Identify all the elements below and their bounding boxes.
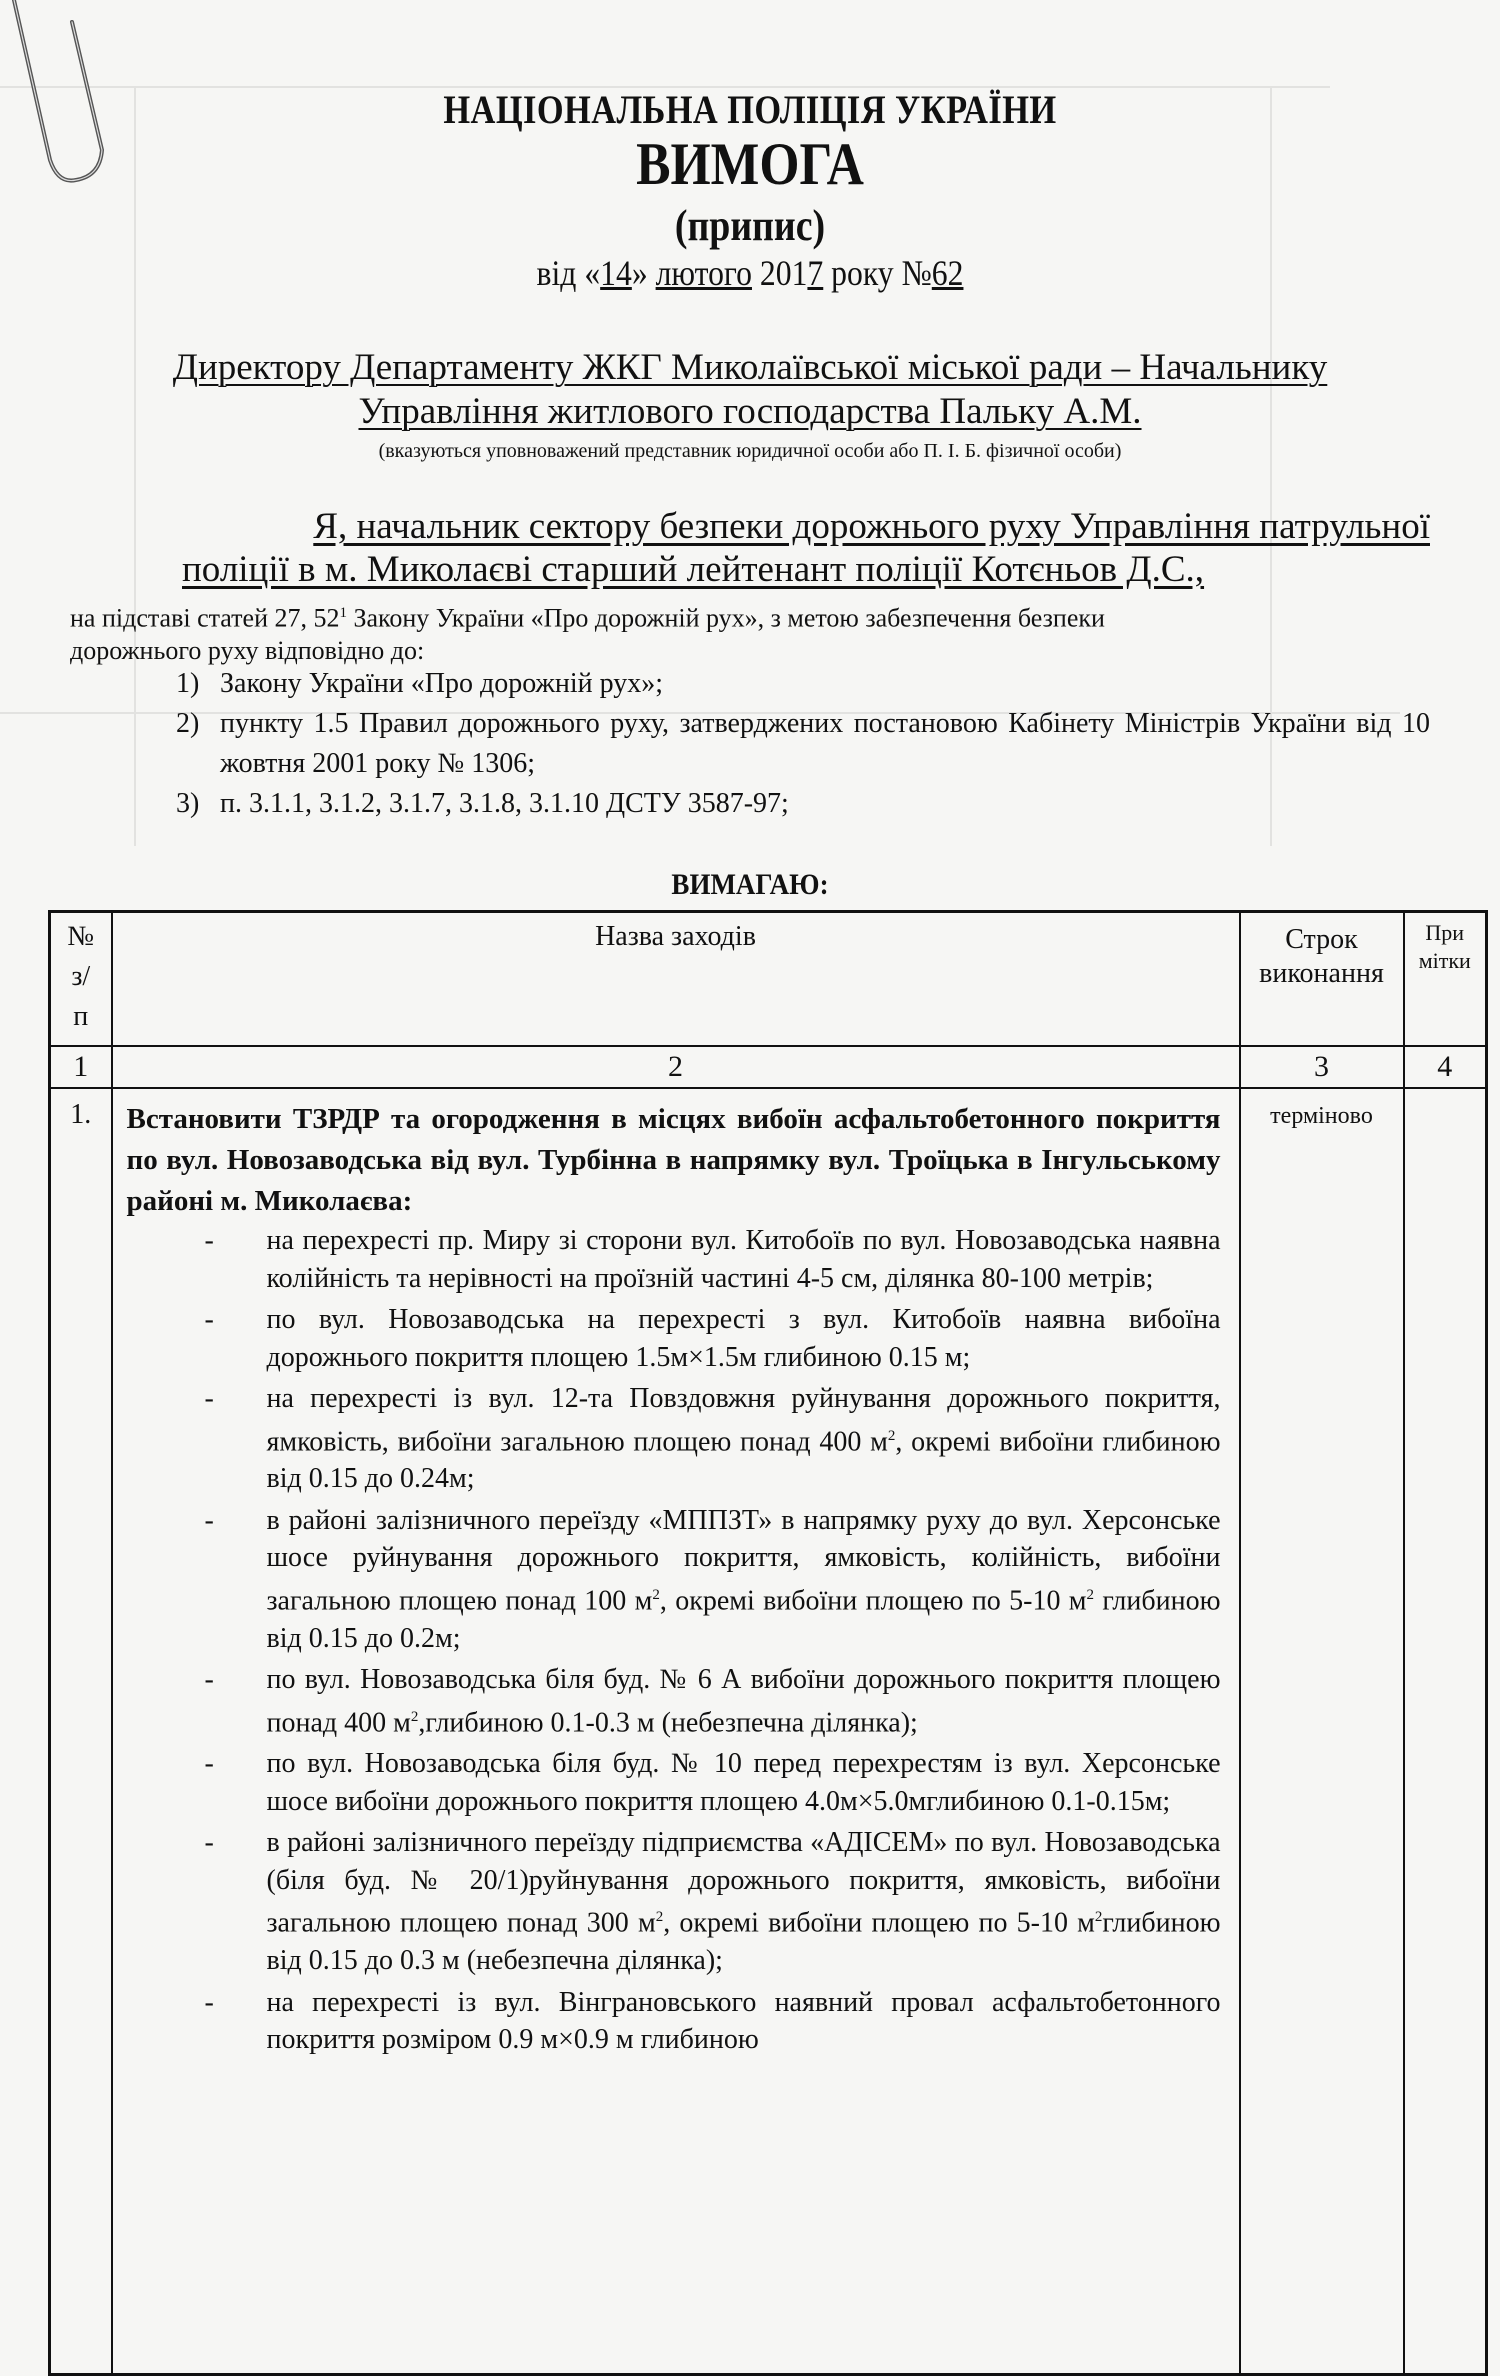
location-item (127, 1301, 1221, 1376)
header-notes-line: При (1425, 920, 1465, 945)
header-deadline (1240, 912, 1404, 1047)
column-number: 4 (1404, 1046, 1487, 1088)
location-text: на перехресті пр. Миру зі сторони вул. Китобоїв по вул. Новозаводська наявна колійність та нерівності на проїзній частині 4-5 см, ділянка 80-100 метрів; (266, 1225, 1221, 1294)
date-year-suffix: 7 (807, 253, 824, 293)
paperclip-icon (0, 0, 120, 190)
row-number: 1. (50, 1088, 112, 2375)
basis-line-2: дорожнього руху відповідно до: (70, 636, 425, 665)
basis-superscript: 1 (339, 605, 347, 621)
demand-heading: ВИМАГАЮ: (671, 868, 829, 901)
organization-title: НАЦІОНАЛЬНА ПОЛІЦІЯ УКРАЇНИ (443, 87, 1057, 132)
superscript: 2 (1086, 1586, 1095, 1603)
location-text: на перехресті із вул. Вінграновського наявний провал асфальтобетонного покриття розміром 0.9 м×0.9 м глибиною (266, 1986, 1221, 2056)
document-date-line (90, 252, 1410, 294)
column-number: 2 (112, 1046, 1240, 1088)
bullet-dash: - (204, 1383, 214, 1414)
table-header-row (50, 912, 1487, 1047)
location-item (127, 1824, 1221, 1979)
date-prefix: від « (536, 253, 601, 293)
item-text: пункту 1.5 Правил дорожнього руху, затверджених постановою Кабінету Міністрів України від 10 жовтня 2001 року № 1306; (220, 708, 1430, 779)
location-text: в районі залізничного переїзду підприємства «АДІСЕМ» по вул. Новозаводська (біля буд. № 20/1)руйнування дорожнього покриття, ямковість, вибоїни загальною площею понад 300 м (266, 1827, 1221, 1939)
basis-text-a: на підставі статей 27, 52 (70, 603, 340, 633)
measure-title: Встановити ТЗРДР та огородження в місцях вибоїн асфальтобетонного покриття по вул. Новозаводська від вул. Турбінна в напрямку вул. Троїцька в Інгульському районі м. Миколаєва: (126, 1103, 1221, 1217)
measure-locations-list (127, 1222, 1221, 2059)
header-number (50, 912, 112, 1047)
bullet-dash: - (204, 1504, 214, 1536)
row-measures (112, 1088, 1240, 2375)
bullet-dash: - (204, 1304, 214, 1335)
column-number-row (50, 1046, 1487, 1088)
date-year-prefix: 201 (751, 253, 808, 293)
requirements-table (48, 910, 1488, 2376)
column-number: 3 (1240, 1046, 1404, 1088)
location-text: ,глибиною 0.1-0.3 м (небезпечна ділянка); (418, 1706, 918, 1738)
addressee-line-2: Управління житлового господарства Пальку А.М. (358, 391, 1142, 432)
legal-basis-item (176, 784, 1430, 824)
superscript: 2 (410, 1708, 419, 1725)
date-day: 14 (600, 253, 632, 293)
location-item (127, 1380, 1221, 1498)
location-text: по вул. Новозаводська біля буд. № 10 перед перехрестям із вул. Херсонське шосе вибоїни дорожнього покриття площею 4.0м×5.0мглибиною 0.1-0.15м; (266, 1748, 1221, 1817)
superscript: 2 (887, 1427, 896, 1444)
column-number: 1 (50, 1046, 112, 1088)
issuer-line-1: Я, начальник сектору безпеки дорожнього руху Управління патрульної (313, 506, 1430, 547)
location-text: , окремі вибоїни глибиною від 0.15 до 0.24м; (266, 1425, 1221, 1495)
location-text: на перехресті із вул. 12-та Повздовжня руйнування дорожнього покриття, ямковість, вибоїни загальною площею понад 400 м (266, 1383, 1221, 1457)
item-number: 2) (176, 708, 200, 739)
addressee-note: (вказуються уповноважений представник юридичної особи або П. І. Б. фізичної особи) (378, 440, 1122, 462)
header-deadline-line: виконання (1259, 958, 1384, 989)
item-text: п. 3.1.1, 3.1.2, 3.1.7, 3.1.8, 3.1.10 ДСТУ 3587-97; (220, 788, 789, 819)
date-mid: » (631, 253, 656, 293)
location-text: в районі залізничного переїзду «МППЗТ» в напрямку руху до вул. Херсонське шосе руйнування дорожнього покриття, ямковість, колійність, вибоїни загальною площею понад 100 м (266, 1504, 1221, 1617)
addressee-line-1: Директору Департаменту ЖКГ Миколаївської міської ради – Начальнику (172, 347, 1328, 388)
header-number-line: з/ (71, 961, 91, 992)
header-number-line: п (73, 1001, 89, 1032)
header-notes-line: мітки (1418, 948, 1471, 973)
legal-basis-list (176, 664, 1430, 824)
location-text: , окремі вибоїни площею по 5-10 м (663, 1907, 1095, 1939)
item-text: Закону України «Про дорожній рух»; (220, 668, 664, 699)
superscript: 2 (655, 1909, 664, 1926)
table-row (50, 1088, 1487, 2375)
location-item (127, 1745, 1221, 1820)
location-text: глибиною від 0.15 до 0.2м; (266, 1585, 1221, 1654)
bullet-dash: - (204, 1827, 214, 1859)
location-text: глибиною від 0.15 до 0.3 м (небезпечна ділянка); (266, 1907, 1221, 1977)
row-notes (1404, 1088, 1487, 2375)
item-number: 1) (176, 668, 200, 699)
row-deadline: терміново (1240, 1088, 1404, 2375)
header-deadline-line: Строк (1285, 924, 1358, 955)
bullet-dash: - (204, 1664, 214, 1696)
superscript: 2 (1094, 1909, 1103, 1926)
date-month: лютого (655, 253, 752, 293)
location-item (127, 1222, 1221, 1297)
superscript: 2 (652, 1586, 660, 1603)
bullet-dash: - (204, 1748, 214, 1780)
date-suffix: року № (823, 253, 932, 293)
location-text: по вул. Новозаводська на перехресті з вул. Китобоїв наявна вибоїна дорожнього покриття площею 1.5м×1.5м глибиною 0.15 м; (266, 1304, 1221, 1373)
location-item (127, 1661, 1221, 1741)
header-measures: Назва заходів (112, 912, 1240, 1047)
location-item (127, 1502, 1221, 1657)
issuer-line-2: поліції в м. Миколаєві старший лейтенант поліції Котєньов Д.С., (182, 549, 1205, 590)
basis-text-b: Закону України «Про дорожній рух», з метою забезпечення безпеки (346, 603, 1105, 633)
header-number-line: № (67, 921, 95, 952)
bullet-dash: - (204, 1986, 214, 2018)
document-type-title: ВИМОГА (636, 131, 864, 197)
legal-basis-item (176, 704, 1430, 784)
bullet-dash: - (204, 1225, 214, 1256)
legal-basis-item (176, 664, 1430, 704)
document-number: 62 (931, 253, 964, 293)
item-number: 3) (176, 788, 200, 819)
location-text: по вул. Новозаводська біля буд. № 6 А вибоїни дорожнього покриття площею понад 400 м (266, 1664, 1221, 1738)
location-text: , окремі вибоїни площею по 5-10 м (659, 1585, 1087, 1617)
document-subtype: (припис) (674, 201, 826, 250)
location-item (127, 1984, 1221, 2059)
header-notes (1404, 912, 1487, 1047)
